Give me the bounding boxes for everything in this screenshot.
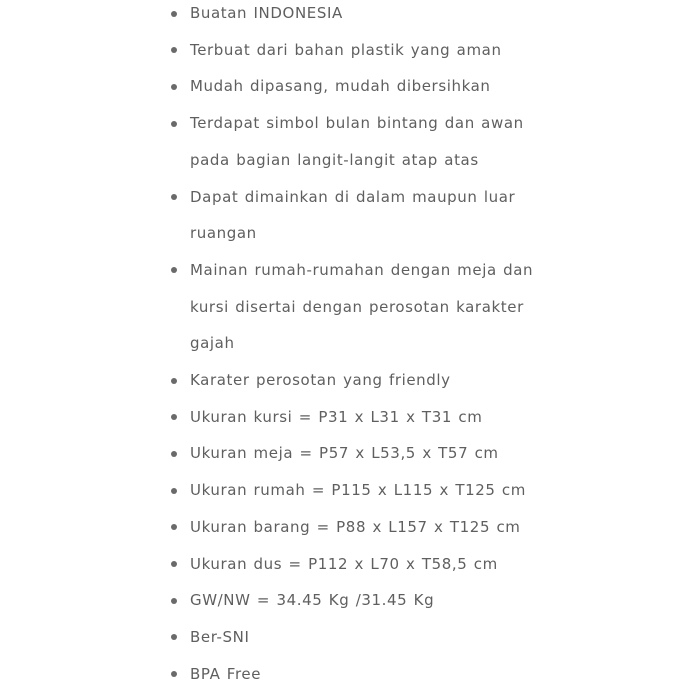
- list-item: [170, 0, 530, 32]
- list-item-text: Ukuran barang = P88 x L157 x T125 cm: [190, 517, 521, 536]
- list-item: [170, 656, 530, 692]
- list-item: [170, 68, 530, 105]
- list-item: [170, 582, 530, 619]
- list-item-text: Dapat dimainkan di dalam maupun luar: [190, 187, 516, 206]
- list-item: [170, 435, 530, 472]
- list-item: [170, 362, 530, 399]
- bullet-icon: [171, 671, 177, 677]
- list-item-text: Mainan rumah-rumahan dengan meja dan: [190, 260, 534, 279]
- list-item-text: Ukuran kursi = P31 x L31 x T31 cm: [190, 407, 483, 426]
- list-item-text: gajah: [190, 334, 235, 353]
- list-item-text: GW/NW = 34.45 Kg /31.45 Kg: [190, 591, 435, 610]
- list-item: [170, 399, 530, 436]
- list-item: [170, 619, 530, 656]
- list-item-text: Ukuran rumah = P115 x L115 x T125 cm: [190, 481, 526, 500]
- bullet-icon: [171, 414, 177, 420]
- bullet-icon: [171, 524, 177, 530]
- product-spec-list: [170, 0, 534, 692]
- bullet-icon: [171, 561, 177, 567]
- list-item: [170, 472, 530, 509]
- bullet-icon: [171, 267, 177, 273]
- bullet-icon: [171, 194, 177, 200]
- list-item-text: pada bagian langit-langit atap atas: [190, 150, 479, 169]
- list-item: [170, 509, 530, 546]
- bullet-icon: [171, 11, 177, 17]
- list-item-text: Ber-SNI: [190, 627, 250, 646]
- list-item-text: Ukuran meja = P57 x L53,5 x T57 cm: [190, 444, 499, 463]
- bullet-icon: [171, 47, 177, 53]
- list-item: [170, 32, 530, 69]
- list-item-text: Terdapat simbol bulan bintang dan awan: [190, 114, 524, 133]
- list-item-text: Terbuat dari bahan plastik yang aman: [190, 40, 502, 59]
- bullet-icon: [171, 488, 177, 494]
- list-item-text: BPA Free: [190, 664, 262, 683]
- list-item: [170, 546, 530, 583]
- bullet-icon: [171, 598, 177, 604]
- list-item-text: Ukuran dus = P112 x L70 x T58,5 cm: [190, 554, 498, 573]
- list-item-text: Buatan INDONESIA: [190, 4, 343, 22]
- bullet-icon: [171, 84, 177, 90]
- bullet-icon: [171, 451, 177, 457]
- list-item: [170, 105, 530, 178]
- bullet-icon: [171, 634, 177, 640]
- list-item-text: Mudah dipasang, mudah dibersihkan: [190, 77, 491, 96]
- list-item: [170, 179, 530, 252]
- bullet-icon: [171, 121, 177, 127]
- list-item-text: kursi disertai dengan perosotan karakter: [190, 297, 524, 316]
- bullet-icon: [171, 378, 177, 384]
- list-item: [170, 252, 534, 362]
- list-item-text: Karater perosotan yang friendly: [190, 371, 451, 390]
- list-item-text: ruangan: [190, 224, 257, 243]
